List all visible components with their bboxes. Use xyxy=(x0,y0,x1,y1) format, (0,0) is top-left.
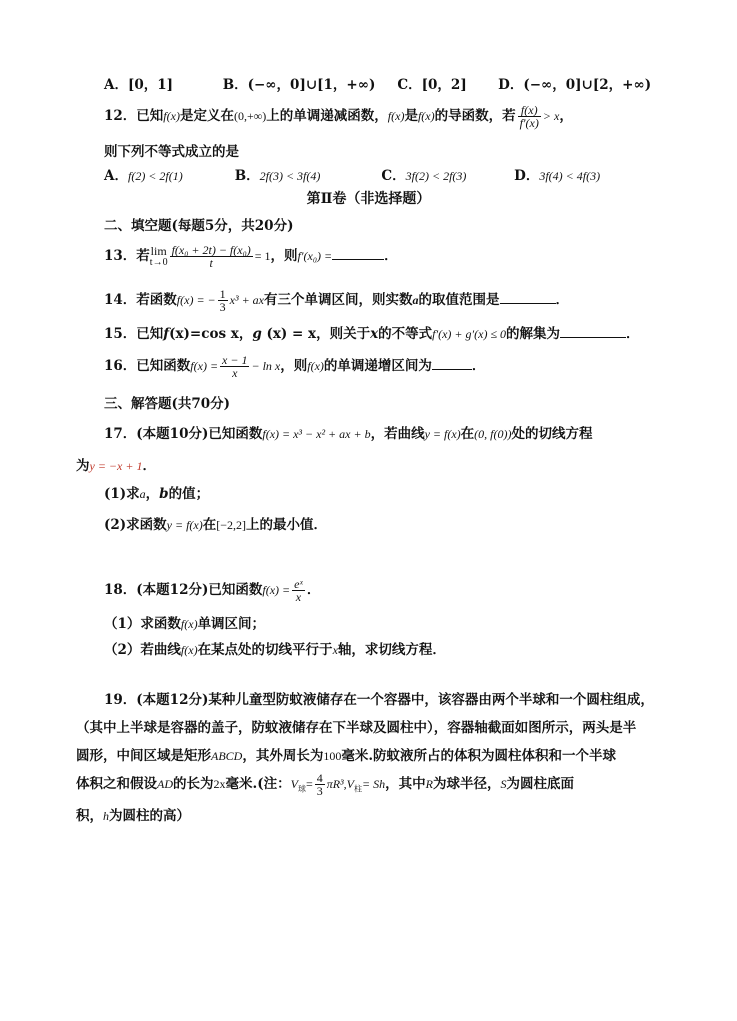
q12-text-4: 的导函数，若 xyxy=(434,108,516,124)
q17-interval: [−2,2] xyxy=(216,518,247,532)
q12-option-b-expr: 2f(3) < 3f(4) xyxy=(259,169,321,183)
q19-line5 xyxy=(76,804,190,824)
q16-end: ． xyxy=(471,358,486,374)
q19-r: R xyxy=(425,777,433,791)
q17-line2-b: ． xyxy=(142,458,156,474)
q17-part2-a: (2)求函数 xyxy=(104,517,167,533)
q12-text-5: ， xyxy=(559,108,573,124)
q14 xyxy=(104,288,569,313)
q17-point: (0, f(0)) xyxy=(474,427,512,441)
q11-option-c: C．[0，2] xyxy=(397,77,467,93)
q11-options xyxy=(104,73,651,93)
q19-v-sphere: V xyxy=(290,777,298,791)
q18-end: ． xyxy=(306,582,321,598)
q18-part2-b: 在某点处的切线平行于 xyxy=(197,642,333,658)
q13 xyxy=(104,244,398,269)
q18-part1-a: （1）求函数 xyxy=(104,616,181,632)
q14-frac-numerator: 1 xyxy=(219,287,226,301)
q18-part1-b: 单调区间； xyxy=(197,616,266,632)
q18-part1-f: f(x) xyxy=(180,617,198,631)
q15-answer-blank[interactable] xyxy=(560,325,626,338)
q13-lim-word: lim xyxy=(150,244,167,258)
q18-part2 xyxy=(104,638,446,658)
q18-number: 18．(本题12分)已知函数 xyxy=(104,582,263,598)
q12-cond-denominator: f′(x) xyxy=(519,116,539,130)
q19-line4-c: 毫米.(注： xyxy=(225,776,291,792)
q17-part1-a: (1)求 xyxy=(104,486,140,502)
q19-line1: 19．(本题12分)某种儿童型防蚊液储存在一个容器中，该容器由两个半球和一个圆柱组成， xyxy=(104,692,654,708)
q13-eq: = 1 xyxy=(254,249,271,263)
q17-part1-c: 的值； xyxy=(168,486,210,502)
q12-option-b xyxy=(235,164,377,184)
q15-g: g xyxy=(252,326,262,342)
q12-option-b-label: B． xyxy=(234,168,260,184)
q18-frac-denominator: x xyxy=(295,590,302,604)
q19-frac-denominator: 3 xyxy=(316,784,323,798)
q13-number: 13．若 xyxy=(104,248,150,264)
q17-text-3: 处的切线方程 xyxy=(511,426,593,442)
q19-four-thirds xyxy=(315,772,325,797)
q12-option-a-label: A． xyxy=(104,168,128,184)
q17-part1 xyxy=(104,482,209,502)
q11-option-d: D．(−∞，0]∪[2，+∞) xyxy=(498,77,652,93)
q16-fraction xyxy=(220,354,249,379)
q19-line5-a: 积， xyxy=(76,808,103,824)
q19-h: h xyxy=(103,809,109,823)
q14-a: a xyxy=(412,293,419,307)
q19-length: 100 xyxy=(323,749,342,763)
q15-text-2: (x) = x，则关于 xyxy=(261,326,371,342)
q12-option-d-expr: 3f(4) < 4f(3) xyxy=(539,169,601,183)
q19-line4 xyxy=(76,772,574,797)
q13-frac-denominator: t xyxy=(209,256,213,270)
q19-line3-b: ，其外周长为 xyxy=(242,748,324,764)
q12-fx-3: f(x) xyxy=(417,109,435,123)
q19-ad: AD xyxy=(157,777,173,791)
q18-frac-numerator: eˣ xyxy=(294,577,303,591)
q12-cond-rhs: > x xyxy=(542,109,560,123)
q12-stem xyxy=(104,104,573,129)
q12-domain: (0,+∞) xyxy=(233,109,267,123)
q13-limit xyxy=(150,245,168,268)
q19-s: S xyxy=(500,777,507,791)
q15-end: ． xyxy=(626,326,640,342)
q18-part1 xyxy=(104,612,265,632)
q18-fraction xyxy=(292,578,305,603)
q12-option-a-expr: f(2) < 2f(1) xyxy=(127,169,183,183)
part2-title: 第Ⅱ卷（非选择题） xyxy=(306,191,431,207)
q14-number: 14．若函数 xyxy=(104,292,177,308)
q15-text-1: (x)=cos x， xyxy=(169,326,253,342)
q13-frac-numerator: f(x₀ + 2t) − f(x₀) xyxy=(171,243,251,257)
q16-expr-1: f(x) = xyxy=(190,359,219,373)
q15-text-4: 的解集为 xyxy=(506,326,561,342)
q17-line2 xyxy=(76,454,156,474)
q16-text-2: 的单调递增区间为 xyxy=(323,358,432,374)
section3-heading: 三、解答题(共70分) xyxy=(104,396,231,412)
q14-expr-1: f(x) = − xyxy=(176,293,216,307)
q14-end: ． xyxy=(555,292,570,308)
q19-line4-a: 体积之和假设 xyxy=(76,776,157,792)
q12-option-c xyxy=(381,164,509,184)
q16-fx: f(x) xyxy=(307,359,324,373)
q17-stem xyxy=(104,422,592,442)
q19-v-cyl-sub: 柱 xyxy=(354,784,363,794)
q15-number: 15．已知 xyxy=(104,326,164,342)
q17-text-1: ，若曲线 xyxy=(370,426,425,442)
q19-v-cyl: ,V xyxy=(343,777,355,791)
q19-line3-c: 毫米.防蚊液所占的体积为圆柱体积和一个半球 xyxy=(341,748,617,764)
q17-text-2: 在 xyxy=(460,426,475,442)
q12-fx-2: f(x) xyxy=(387,109,405,123)
q15 xyxy=(104,322,640,342)
q13-fraction xyxy=(170,244,253,269)
q12-text-3: 是 xyxy=(404,108,418,124)
q11-option-b: B．(−∞，0]∪[1，+∞) xyxy=(222,77,376,93)
q19-v-cyl-rhs: = Sh xyxy=(362,777,386,791)
q18-expr: f(x) = xyxy=(262,583,291,597)
q19-v-sphere-eq: = xyxy=(305,777,313,791)
q17-b: b xyxy=(159,486,169,502)
q12-options xyxy=(104,164,600,184)
q12-fx-1: f(x) xyxy=(163,109,180,123)
q14-answer-blank[interactable] xyxy=(500,291,556,304)
q17-part1-b: ， xyxy=(145,486,160,502)
q13-answer-blank[interactable] xyxy=(332,247,384,260)
q19-v-sphere-sub: 球 xyxy=(297,784,306,794)
q12-number: 12．已知 xyxy=(104,108,164,124)
q13-lim-sub: t→0 xyxy=(149,257,168,268)
q19-v-sphere-rhs: πR³ xyxy=(326,777,344,791)
section2-heading: 二、填空题(每题5分，共20分) xyxy=(104,218,294,234)
q19-line4-f: 为圆柱底面 xyxy=(506,776,574,792)
q17-part2-b: 在 xyxy=(202,517,217,533)
q14-expr-2: x³ + ax xyxy=(229,293,265,307)
q16-expr-2: − ln x xyxy=(251,359,281,373)
q13-end: ． xyxy=(384,248,398,264)
q17-a: a xyxy=(139,487,146,501)
q18-stem xyxy=(104,578,320,603)
q17-number: 17．(本题10分)已知函数 xyxy=(104,426,263,442)
q18-part2-c: 轴，求切线方程． xyxy=(337,642,446,658)
q12-line2: 则下列不等式成立的是 xyxy=(104,144,239,160)
q12-option-d xyxy=(514,164,600,184)
q14-text-1: 有三个单调区间，则实数 xyxy=(264,292,413,308)
q19-frac-numerator: 4 xyxy=(316,771,323,785)
q13-expr: f′(x₀) = xyxy=(297,249,333,263)
q11-option-a: A．[0，1] xyxy=(104,77,174,93)
q15-text-3: 的不等式 xyxy=(378,326,433,342)
q19-line4-d: ，其中 xyxy=(385,776,426,792)
q17-part2-expr: y = f(x) xyxy=(166,518,203,532)
q15-inequality: f′(x) + g′(x) ≤ 0 xyxy=(432,327,507,341)
q12-text-2: 上的单调递减函数， xyxy=(266,108,388,124)
q17-expr: f(x) = x³ − x² + ax + b xyxy=(262,427,371,441)
q13-text-1: ，则 xyxy=(270,248,298,264)
q12-option-c-label: C． xyxy=(381,168,406,184)
q12-option-c-expr: 3f(2) < 2f(3) xyxy=(405,169,467,183)
q16 xyxy=(104,354,485,379)
q19-line4-b: 的长为 xyxy=(173,776,214,792)
q19-line5-b: 为圆柱的高） xyxy=(109,808,190,824)
q19-line3 xyxy=(76,744,616,764)
q14-frac-denominator: 3 xyxy=(219,300,226,314)
q17-part2 xyxy=(104,513,327,533)
q16-frac-denominator: x xyxy=(232,366,238,380)
q18-part2-f: f(x) xyxy=(180,643,198,657)
q15-f: f xyxy=(163,326,170,342)
q19-line3-a: 圆形，中间区域是矩形 xyxy=(76,748,211,764)
q14-fraction xyxy=(218,288,228,313)
q16-answer-blank[interactable] xyxy=(432,357,472,370)
q14-text-2: 的取值范围是 xyxy=(418,292,500,308)
q12-text-1: 是定义在 xyxy=(179,108,234,124)
q12-option-a xyxy=(104,164,230,184)
q17-tangent: y = −x + 1 xyxy=(89,459,143,473)
q12-condition-fraction xyxy=(518,104,541,129)
q17-line2-a: 为 xyxy=(76,458,90,474)
q12-cond-numerator: f(x) xyxy=(518,104,541,117)
q19-abcd: ABCD xyxy=(211,749,243,763)
q16-frac-numerator: x − 1 xyxy=(222,353,248,367)
q17-part2-c: 上的最小值． xyxy=(246,517,328,533)
q12-option-d-label: D． xyxy=(514,168,540,184)
q19-line2: （其中上半球是容器的盖子，防蚊液储存在下半球及圆柱中），容器轴截面如图所示，两头是半 xyxy=(76,720,637,736)
q19-two-x: 2x xyxy=(213,777,226,791)
q15-x: x xyxy=(370,326,379,342)
q18-part2-a: （2）若曲线 xyxy=(104,642,181,658)
q16-text-1: ，则 xyxy=(280,358,308,374)
q17-curve: y = f(x) xyxy=(424,427,461,441)
q18-part2-x: x xyxy=(332,643,338,657)
q16-number: 16．已知函数 xyxy=(104,358,191,374)
q19-line4-e: 为球半径， xyxy=(432,776,501,792)
